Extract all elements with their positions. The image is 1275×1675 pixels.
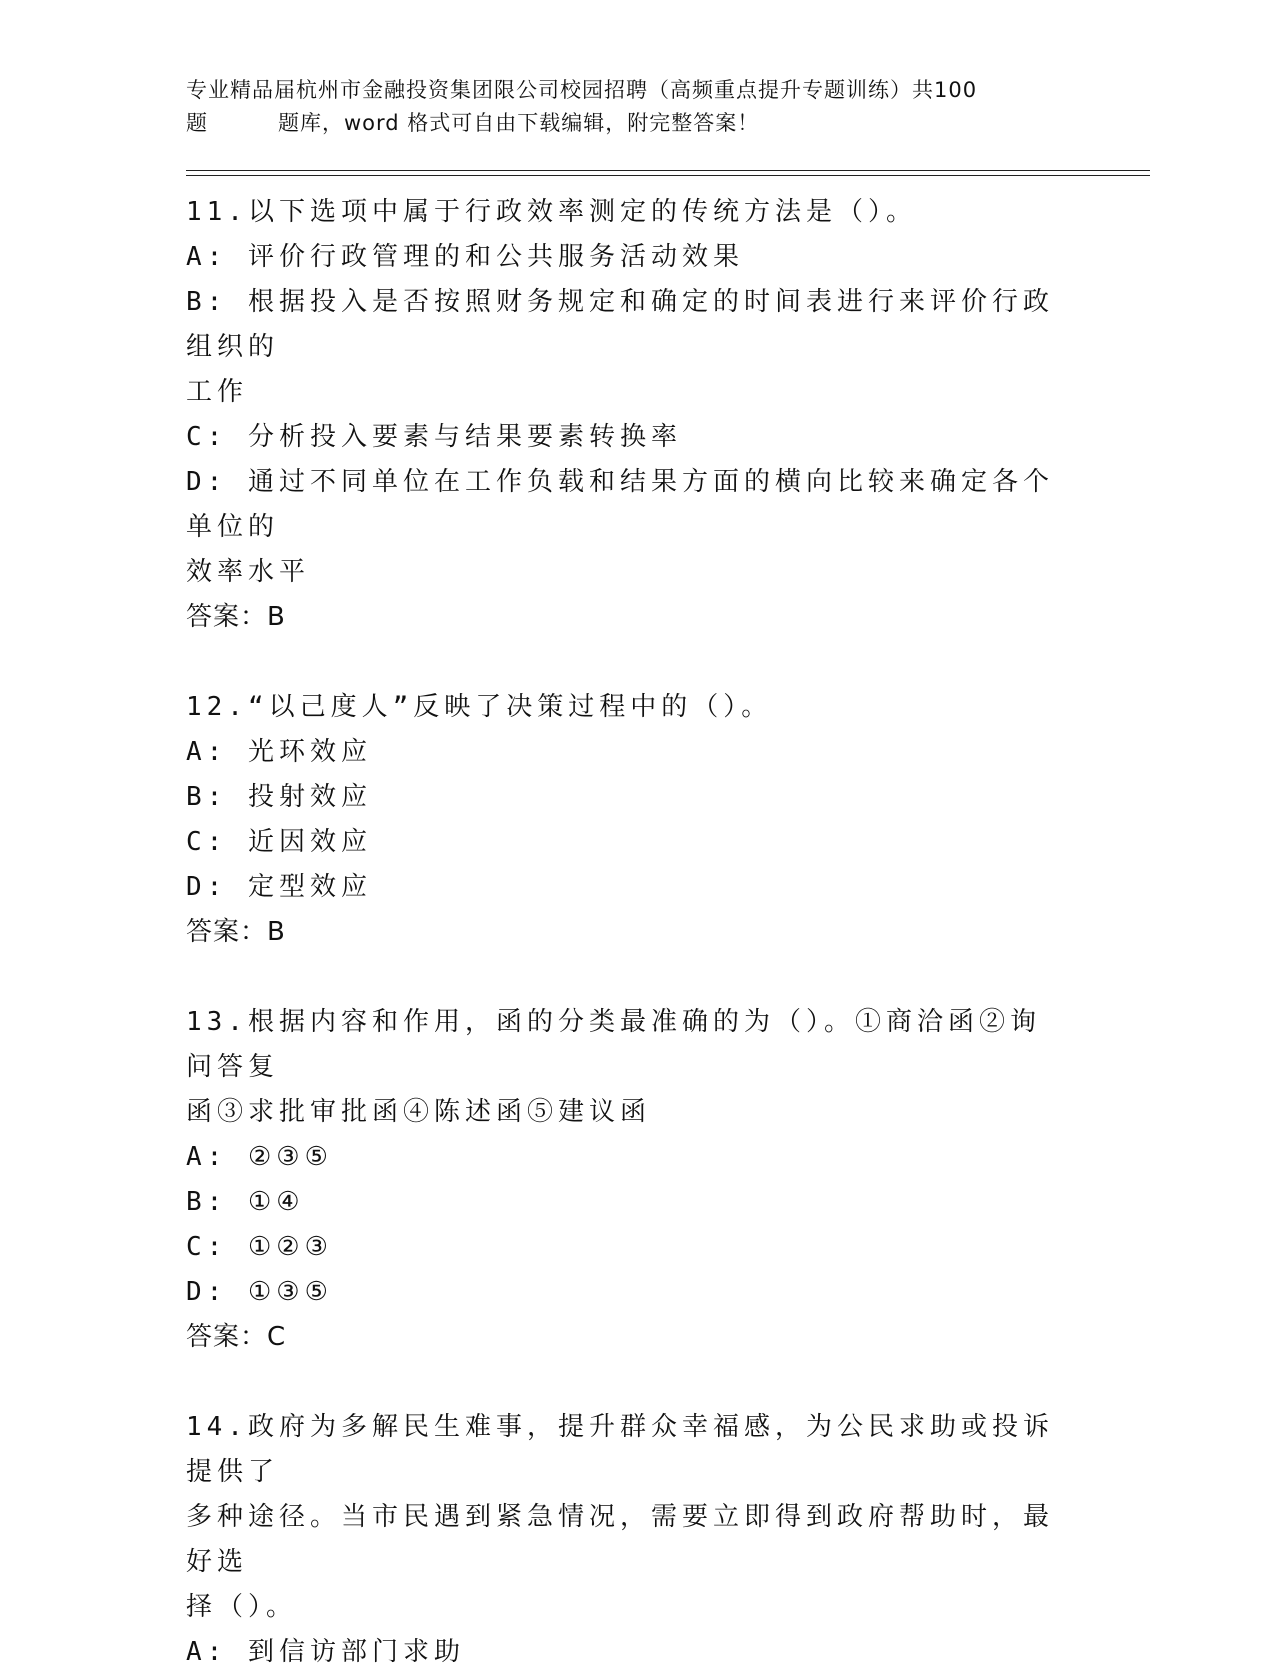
answer-option: D: 通过不同单位在工作负载和结果方面的横向比较来确定各个单位的 (186, 467, 1054, 542)
block-spacer (186, 1360, 1066, 1405)
question-list (186, 190, 1066, 1675)
answer-option: 工作 (186, 377, 249, 407)
header-gap (208, 107, 278, 140)
answer-option: D: ①③⑤ (186, 1277, 333, 1307)
answer-option: C: 分析投入要素与结果要素转换率 (186, 422, 682, 452)
question-block (186, 1000, 1066, 1360)
question-text: 11.以下选项中属于行政效率测定的传统方法是（）。 (186, 197, 917, 227)
header-rule-bottom (186, 175, 1150, 176)
answer-option: A: 到信访部门求助 (186, 1637, 465, 1667)
answer-key: 答案：C (186, 1322, 287, 1352)
answer-option: D: 定型效应 (186, 872, 372, 902)
question-text: 14.政府为多解民生难事，提升群众幸福感，为公民求助或投诉提供了 (186, 1412, 1054, 1487)
block-spacer (186, 955, 1066, 1000)
answer-option: A: 光环效应 (186, 737, 372, 767)
answer-option: 效率水平 (186, 557, 311, 587)
question-text: 择（）。 (186, 1592, 298, 1622)
question-text: 13.根据内容和作用，函的分类最准确的为（）。①商洽函②询问答复 (186, 1007, 1041, 1082)
answer-key: 答案：B (186, 602, 286, 632)
block-spacer (186, 640, 1066, 685)
question-block (186, 190, 1066, 640)
header-line-2-right: 题库，word 格式可自由下载编辑，附完整答案！ (278, 111, 760, 135)
answer-option: A: 评价行政管理的和公共服务活动效果 (186, 242, 744, 272)
answer-option: C: ①②③ (186, 1232, 333, 1262)
answer-key: 答案：B (186, 917, 286, 947)
header-line-1: 专业精品届杭州市金融投资集团限公司校园招聘（高频重点提升专题训练）共100 (186, 78, 978, 102)
page-header (186, 74, 1106, 140)
question-block (186, 685, 1066, 955)
answer-option: B: 根据投入是否按照财务规定和确定的时间表进行来评价行政组织的 (186, 287, 1054, 362)
answer-option: B: ①④ (186, 1187, 305, 1217)
question-block (186, 1405, 1066, 1675)
answer-option: A: ②③⑤ (186, 1142, 333, 1172)
header-line-2-left: 题 (186, 111, 208, 135)
answer-option: C: 近因效应 (186, 827, 372, 857)
answer-option: B: 投射效应 (186, 782, 372, 812)
question-text: 函③求批审批函④陈述函⑤建议函 (186, 1097, 652, 1127)
header-rule-top (186, 170, 1150, 171)
header-line-2 (186, 107, 1106, 140)
question-text: 12.“以己度人”反映了决策过程中的（）。 (186, 692, 773, 722)
question-text: 多种途径。当市民遇到紧急情况，需要立即得到政府帮助时，最好选 (186, 1502, 1055, 1577)
